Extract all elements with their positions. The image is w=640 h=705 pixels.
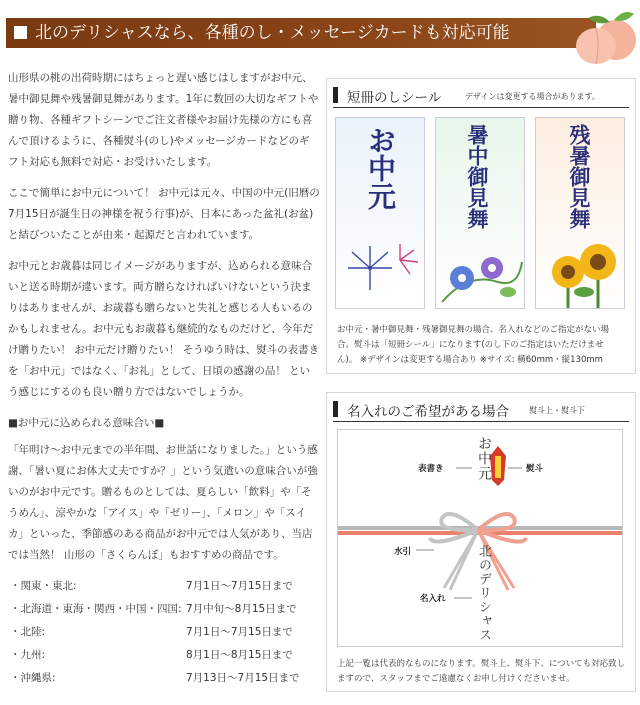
diagram-note (337, 657, 625, 687)
panel-title (333, 399, 629, 422)
omote-text: お中元 (476, 436, 492, 481)
omote-label: 表書き (418, 464, 444, 474)
note-line: 合、熨斗は「短冊シール」になります(のし下のご指定はいただけませ (337, 340, 604, 350)
title-bar-icon (333, 87, 338, 103)
region-period: 7月中旬～8月15日まで (186, 603, 297, 615)
note-line: お中元・暑中御見舞・残暑御見舞の場合、名入れなどのご指定がない場 (337, 325, 610, 335)
sticker-text: 残暑御見舞 (567, 124, 592, 229)
region-name: ・沖縄県: (10, 672, 56, 684)
title-bar-icon (333, 401, 338, 417)
region-name: ・九州: (10, 649, 46, 661)
panel-title-text: 名入れのご希望がある場合 (347, 404, 509, 420)
mizuhiki-label: 水引 (394, 547, 412, 557)
region-name: ・北海道・東海・関西・中国・四国: (10, 603, 182, 615)
peach-icon (570, 6, 638, 66)
region-period: 7月13日～7月15日まで (186, 672, 300, 684)
section-banner (6, 18, 596, 48)
morning-glory-icon (438, 242, 524, 308)
intro-text (8, 68, 320, 691)
panel-title (333, 85, 629, 108)
noshi-sticker-panel (326, 78, 636, 374)
intro-paragraph: 山形県の桃の出荷時期にはちょっと遅い感じはしますがお中元、暑中御見舞や残暑御見舞があります。1年に数回の大切なギフトや贈り物、各種ギフトシーンでご注文者様やお届け先様の方にも喜んで頂けるように、各種熨斗(のし)やメッセージカードなどのギフト対応も無料で対応・お受けいたします。 (8, 72, 319, 168)
sticker-ochugen (335, 117, 425, 309)
sticker-note (337, 323, 609, 368)
sticker-text: 暑中御見舞 (465, 124, 490, 229)
region-list (8, 576, 320, 691)
note-line: ん)。 ※デザインは変更する場合あり ※サイズ: 横60mm・縦130mm (337, 355, 603, 365)
region-period: 7月1日～7月15日まで (186, 580, 293, 592)
intro-paragraph: お中元とお歳暮は同じイメージがありますが、込められる意味合いと送る時期が違います。両方贈らなければいけないという決まりはありませんが、お歳暮も贈らないと失礼と感じる人もいるのかもしれません。お中元もお歳暮も継続的なものだけど、今年だけ贈りたい！ お中元だけ贈りたい！ そうゆう時は、熨斗の表書きを「お中元」ではなく、「お礼」として、日頃の感謝の品！ という感じにするのも良い贈り方ではないでしょうか。 (8, 260, 320, 398)
region-row (8, 645, 320, 668)
note-line: ますので、スタッフまでご遠慮なくお申し付けくださいませ。 (337, 674, 575, 684)
region-row (8, 599, 320, 622)
panel-subtitle: デザインは変更する場合があります。 (465, 92, 600, 101)
noshi-diagram (337, 429, 623, 647)
region-row (8, 576, 320, 599)
meaning-heading: ■お中元に込められる意味合い■ (8, 417, 165, 429)
panel-subtitle: 熨斗上・熨斗下 (529, 406, 585, 415)
note-line: 上記一覧は代表的なものになります。熨斗上、熨斗下、についても対応致し (337, 659, 626, 669)
region-row (8, 668, 320, 691)
name-noshi-panel (326, 392, 636, 692)
region-period: 8月1日～8月15日まで (186, 649, 293, 661)
sticker-text: お中元 (364, 126, 397, 210)
intro-paragraph: ここで簡単にお中元について！ お中元は元々、中国の中元(旧暦の7月15日が誕生日の神様を祝う行事)が、日本にあった盆礼(お盆)と結びついたことが由来・起源だと言われています。 (8, 187, 320, 241)
region-row (8, 622, 320, 645)
fireworks-icon (340, 238, 422, 308)
sunflower-icon (538, 230, 624, 308)
noshi-label: 熨斗 (526, 464, 544, 474)
panel-title-text: 短冊のしシール (347, 90, 442, 106)
banner-title: 北のデリシャスなら、各種のし・メッセージカードも対応可能 (35, 23, 510, 43)
region-name: ・関東・東北: (10, 580, 77, 592)
region-period: 7月1日～7月15日まで (186, 626, 293, 638)
region-name: ・北陸: (10, 626, 46, 638)
name-text: 北のデリシャス (476, 544, 491, 642)
sticker-shochu (435, 117, 525, 309)
nairo-label: 名入れ (420, 594, 446, 604)
intro-paragraph: 「年明け～お中元までの半年間、お世話になりました。」という感謝、「暑い夏にお体大丈夫ですか？」という気遣いの意味合いが強いのがお中元です。贈るものとしては、夏らしい「飲料」や「そうめん」、涼やかな「アイス」や「ゼリー」、「メロン」や「スイカ」といった、季節感のある商品がお中元では人気があり、当店では当然！ 山形の「さくらんぼ」もおすすめの商品です。 (8, 444, 318, 561)
sticker-zansho (535, 117, 625, 309)
square-bullet-icon (14, 26, 27, 39)
